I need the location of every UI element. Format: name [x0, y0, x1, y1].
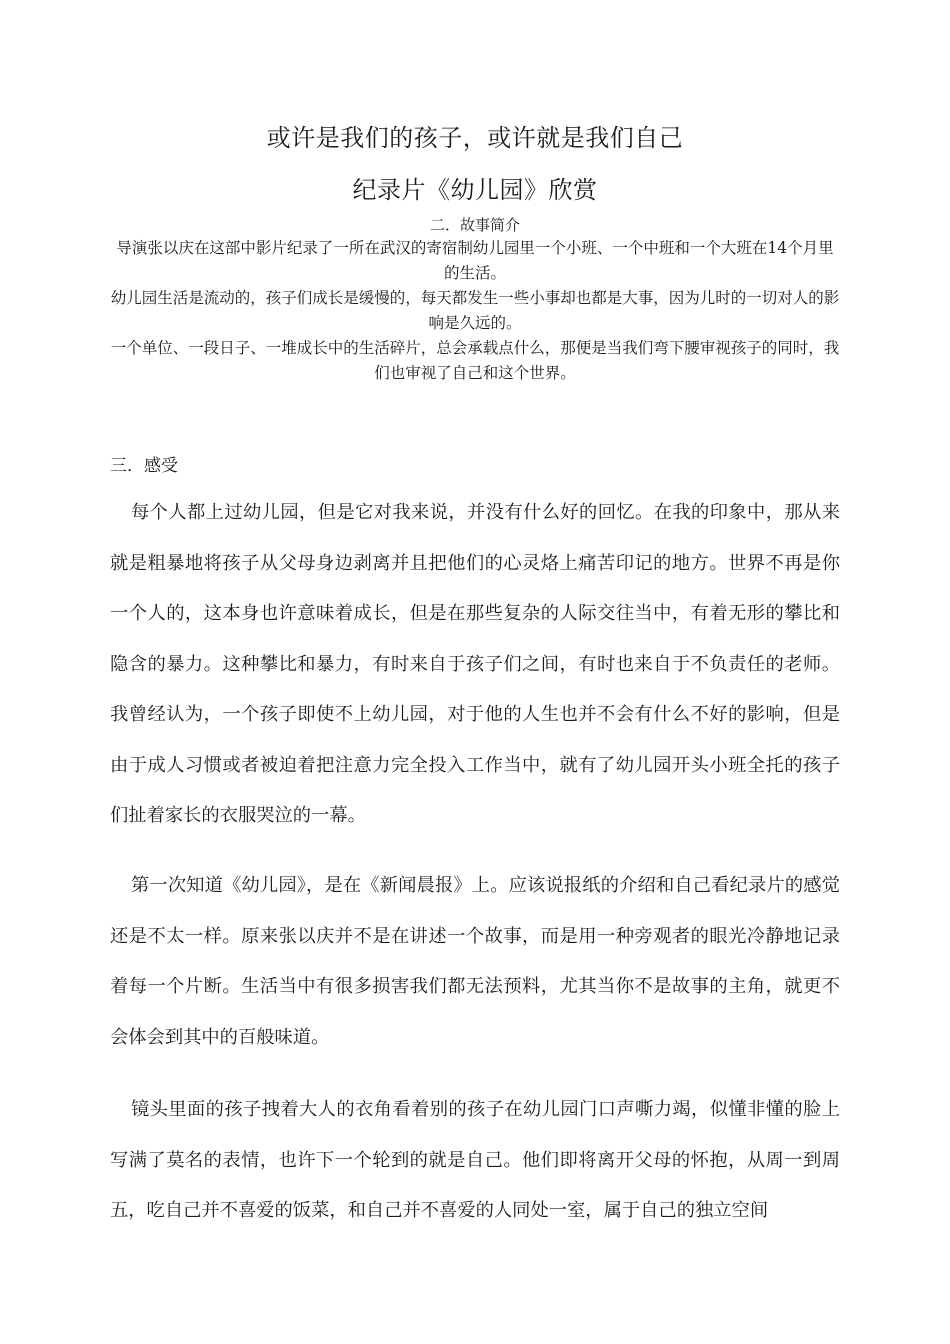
document-subtitle: 纪录片《幼儿园》欣赏: [352, 176, 598, 204]
body-paragraph: 每个人都上过幼儿园，但是它对我来说，并没有什么好的回忆。在我的印象中，那从来就是粗暴地将孩子从父母身边剥离并且把他们的心灵烙上痛苦印记的地方。世界不再是你一个人的，这本身也许意味着成长，但是在那些复杂的人际交往当中，有着无形的攀比和隐含的暴力。这种攀比和暴力，有时来自于孩子们之间，有时也来自于不负责任的老师。我曾经认为，一个孩子即使不上幼儿园，对于他的人生也并不会有什么不好的影响，但是由于成人习惯或者被迫着把注意力完全投入工作当中，就有了幼儿园开头小班全托的孩子们扯着家长的衣服哭泣的一幕。: [110, 502, 840, 826]
summary-label: 二．故事简介: [429, 216, 520, 234]
feelings-heading: 三．感受: [110, 456, 178, 476]
body-paragraph: 第一次知道《幼儿园》，是在《新闻晨报》上。应该说报纸的介绍和自己看纪录片的感觉还是不太一样。原来张以庆并不是在讲述一个故事，而是用一种旁观者的眼光冷静地记录着每一个片断。生活当中有很多损害我们都无法预料，尤其当你不是故事的主角，就更不会体会到其中的百般味道。: [110, 875, 840, 1048]
summary-paragraph: 幼儿园生活是流动的，孩子们成长是缓慢的，每天都发生一些小事却也都是大事，因为儿时的一切对人的影响是久远的。: [110, 289, 840, 332]
summary-paragraph: 导演张以庆在这部中影片纪录了一所在武汉的寄宿制幼儿园里一个小班、一个中班和一个大班在14个月里的生活。: [116, 239, 834, 282]
document-title: 或许是我们的孩子，或许就是我们自己: [266, 124, 684, 152]
body-paragraph: 镜头里面的孩子拽着大人的衣角看着别的孩子在幼儿园门口声嘶力竭，似懂非懂的脸上写满了莫名的表情，也许下一个轮到的就是自己。他们即将离开父母的怀抱，从周一到周五，吃自己并不喜爱的饭菜，和自己并不喜爱的人同处一室，属于自己的独立空间: [110, 1099, 840, 1221]
summary-paragraph: 一个单位、一段日子、一堆成长中的生活碎片，总会承载点什么，那便是当我们弯下腰审视孩子的同时，我们也审视了自己和这个世界。: [110, 339, 840, 382]
